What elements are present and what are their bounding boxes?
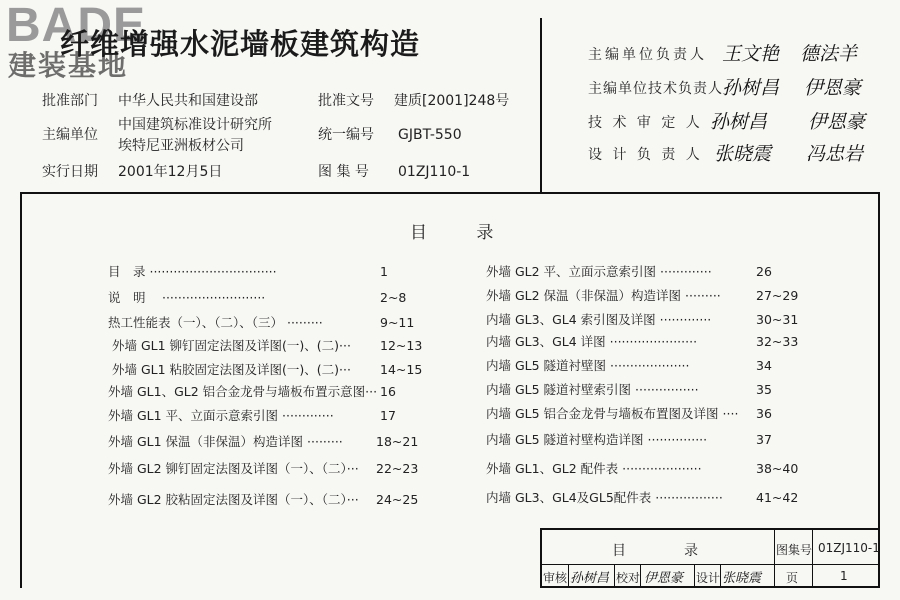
signature: 伊恩豪 [808, 111, 866, 133]
toc-item: 热工性能表（一）、（二）、（三） ········· [108, 315, 323, 330]
review-signature: 孙树昌 [570, 571, 610, 586]
toc-item: 内墙 GL5 隧道衬壁索引图 ················ [486, 382, 699, 397]
toc-page: 32~33 [756, 334, 799, 349]
toc-item: 外墙 GL1 铆钉固定法图及详图(一)、(二)··· [112, 338, 351, 353]
toc-item: 目 录 ································ [108, 264, 277, 279]
toc-page: 27~29 [756, 288, 799, 303]
toc-page: 22~23 [376, 461, 419, 476]
toc-title: 目 录 [410, 223, 516, 243]
toc-page: 9~11 [380, 315, 415, 330]
toc-page: 26 [756, 264, 772, 279]
approval-dept-value: 中华人民共和国建设部 [118, 93, 258, 109]
unified-no-label: 统一编号 [318, 127, 374, 143]
toc-page: 34 [756, 358, 772, 373]
toc-item: 外墙 GL1、GL2 铝合金龙骨与墙板布置示意图··· [108, 384, 378, 399]
toc-item: 外墙 GL1 保温（非保温）构造详图 ········· [108, 434, 343, 449]
toc-item: 内墙 GL5 隧道衬壁图 ···················· [486, 358, 690, 373]
atlas-no-value: 01ZJ110-1 [398, 164, 471, 180]
toc-page: 2~8 [380, 290, 407, 305]
toc-item: 内墙 GL5 隧道衬壁构造详图 ··············· [486, 432, 708, 447]
toc-page: 16 [380, 384, 396, 399]
title-block-atlas-value: 01ZJ110-1 [818, 541, 880, 555]
signature-label: 主编单位负责人 [588, 47, 707, 63]
toc-item: 外墙 GL1 粘胶固定法图及详图(一)、(二)··· [112, 362, 351, 377]
check-label: 校对 [616, 571, 641, 585]
signature: 王文艳 [722, 43, 780, 65]
toc-page: 35 [756, 382, 772, 397]
effective-date-value: 2001年12月5日 [118, 164, 223, 180]
toc-page: 30~31 [756, 312, 799, 327]
toc-item: 外墙 GL2 胶粘固定法图及详图（一）、（二）··· [108, 492, 359, 507]
toc-item: 外墙 GL1、GL2 配件表 ···················· [486, 461, 702, 476]
atlas-no-label: 图 集 号 [318, 164, 369, 180]
toc-item: 说 明 ·························· [108, 290, 266, 305]
toc-page: 1 [380, 264, 388, 279]
title-block-atlas-label: 图集号 [776, 543, 813, 557]
chief-unit-value-2: 埃特尼亚洲板材公司 [118, 138, 244, 154]
toc-item: 内墙 GL3、GL4 详图 ······················ [486, 334, 698, 349]
check-signature: 伊恩豪 [644, 571, 684, 586]
toc-item: 外墙 GL2 铆钉固定法图及详图（一）、（二）··· [108, 461, 359, 476]
signature-label: 技 术 审 定 人 [588, 115, 703, 131]
toc-item: 内墙 GL3、GL4 索引图及详图 ············· [486, 312, 712, 327]
toc-page: 41~42 [756, 490, 799, 505]
toc-item: 外墙 GL2 保温（非保温）构造详图 ········· [486, 288, 721, 303]
toc-page: 17 [380, 408, 396, 423]
toc-page: 12~13 [380, 338, 423, 353]
logo-chinese: 建装基地 [8, 49, 129, 82]
chief-unit-label: 主编单位 [42, 127, 98, 143]
page-value: 1 [840, 569, 848, 583]
header-divider [540, 18, 542, 192]
logo-wordmark: BADE [6, 0, 147, 52]
toc-item: 内墙 GL5 铝合金龙骨与墙板布置图及详图 ···· [486, 406, 739, 421]
approval-dept-label: 批准部门 [42, 93, 98, 109]
signature-label: 主编单位技术负责人 [588, 81, 723, 97]
design-signature: 张晓震 [722, 571, 762, 586]
approval-doc-label: 批准文号 [318, 93, 374, 109]
review-label: 审核 [543, 571, 568, 585]
signature: 孙树昌 [722, 77, 780, 99]
unified-no-value: GJBT-550 [398, 127, 462, 143]
effective-date-label: 实行日期 [42, 164, 98, 180]
toc-item: 内墙 GL3、GL4及GL5配件表 ················· [486, 490, 723, 505]
toc-page: 14~15 [380, 362, 423, 377]
toc-page: 18~21 [376, 434, 419, 449]
toc-page: 24~25 [376, 492, 419, 507]
title-block [540, 528, 880, 588]
toc-item: 外墙 GL1 平、立面示意索引图 ············· [108, 408, 334, 423]
signature: 伊恩豪 [804, 77, 862, 99]
design-label: 设计 [696, 571, 721, 585]
toc-page: 38~40 [756, 461, 799, 476]
chief-unit-value-1: 中国建筑标准设计研究所 [118, 117, 272, 133]
toc-item: 外墙 GL2 平、立面示意索引图 ············· [486, 264, 712, 279]
toc-page: 37 [756, 432, 772, 447]
approval-doc-value: 建质[2001]248号 [394, 93, 510, 109]
signature-label: 设 计 负 责 人 [588, 147, 703, 163]
signature: 冯忠岩 [806, 143, 864, 165]
toc-page: 36 [756, 406, 772, 421]
signature: 德法羊 [800, 43, 858, 65]
page-label: 页 [786, 571, 799, 585]
signature: 孙树昌 [710, 111, 768, 133]
title-block-name: 目 录 [612, 543, 702, 559]
signature: 张晓震 [714, 143, 772, 165]
document-title: 纤维增强水泥墙板建筑构造 [60, 27, 421, 61]
